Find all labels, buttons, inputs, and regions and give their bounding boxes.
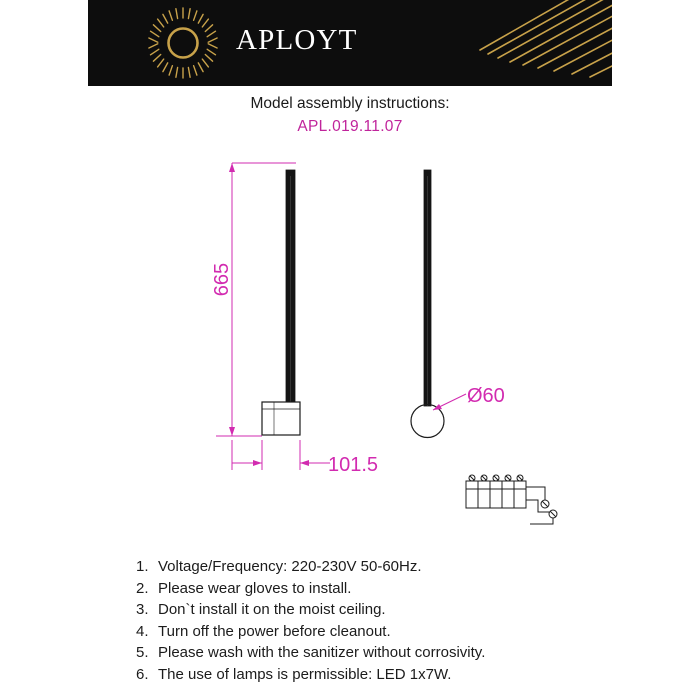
list-item-text: The use of lamps is permissible: LED 1x7W.	[158, 665, 452, 683]
list-item-number: 6.	[136, 665, 149, 683]
model-code: APL.019.11.07	[297, 118, 403, 135]
list-item	[136, 621, 606, 643]
dimension-label-diameter: Ø60	[467, 385, 505, 407]
list-item	[136, 642, 606, 664]
front-view-lamp	[262, 170, 300, 435]
list-item-text: Turn off the power before cleanout.	[158, 622, 391, 640]
rays-decoration-icon	[392, 0, 612, 86]
sunburst-logo-icon	[146, 6, 220, 80]
list-item	[136, 578, 606, 600]
list-item-number: 5.	[136, 644, 149, 661]
list-item	[136, 599, 606, 621]
header-banner	[88, 0, 612, 86]
dimension-label-width: 101.5	[328, 454, 379, 476]
list-item-text: Please wear gloves to install.	[158, 579, 352, 597]
list-item-number: 3.	[136, 601, 149, 618]
dimension-label-height: 665	[211, 262, 234, 297]
brand-name: APLOYT	[236, 24, 358, 56]
list-item	[136, 556, 606, 578]
page-title: Model assembly instructions:	[250, 95, 450, 112]
terminal-block-view	[466, 475, 557, 524]
list-item-number: 4.	[136, 622, 149, 640]
list-item-text: Voltage/Frequency: 220-230V 50-60Hz.	[158, 558, 422, 575]
list-item-text: Please wash with the sanitizer without corrosivity.	[158, 644, 486, 661]
list-item-number: 2.	[136, 579, 149, 597]
list-item-number: 1.	[136, 558, 149, 575]
list-item	[136, 664, 606, 686]
dimension-diameter-60	[433, 394, 466, 410]
side-view-lamp	[411, 170, 444, 438]
instructions-list	[136, 556, 606, 685]
dimension-101-5	[232, 440, 330, 470]
list-item-text: Don`t install it on the moist ceiling.	[158, 601, 386, 618]
dimension-665	[216, 163, 296, 436]
